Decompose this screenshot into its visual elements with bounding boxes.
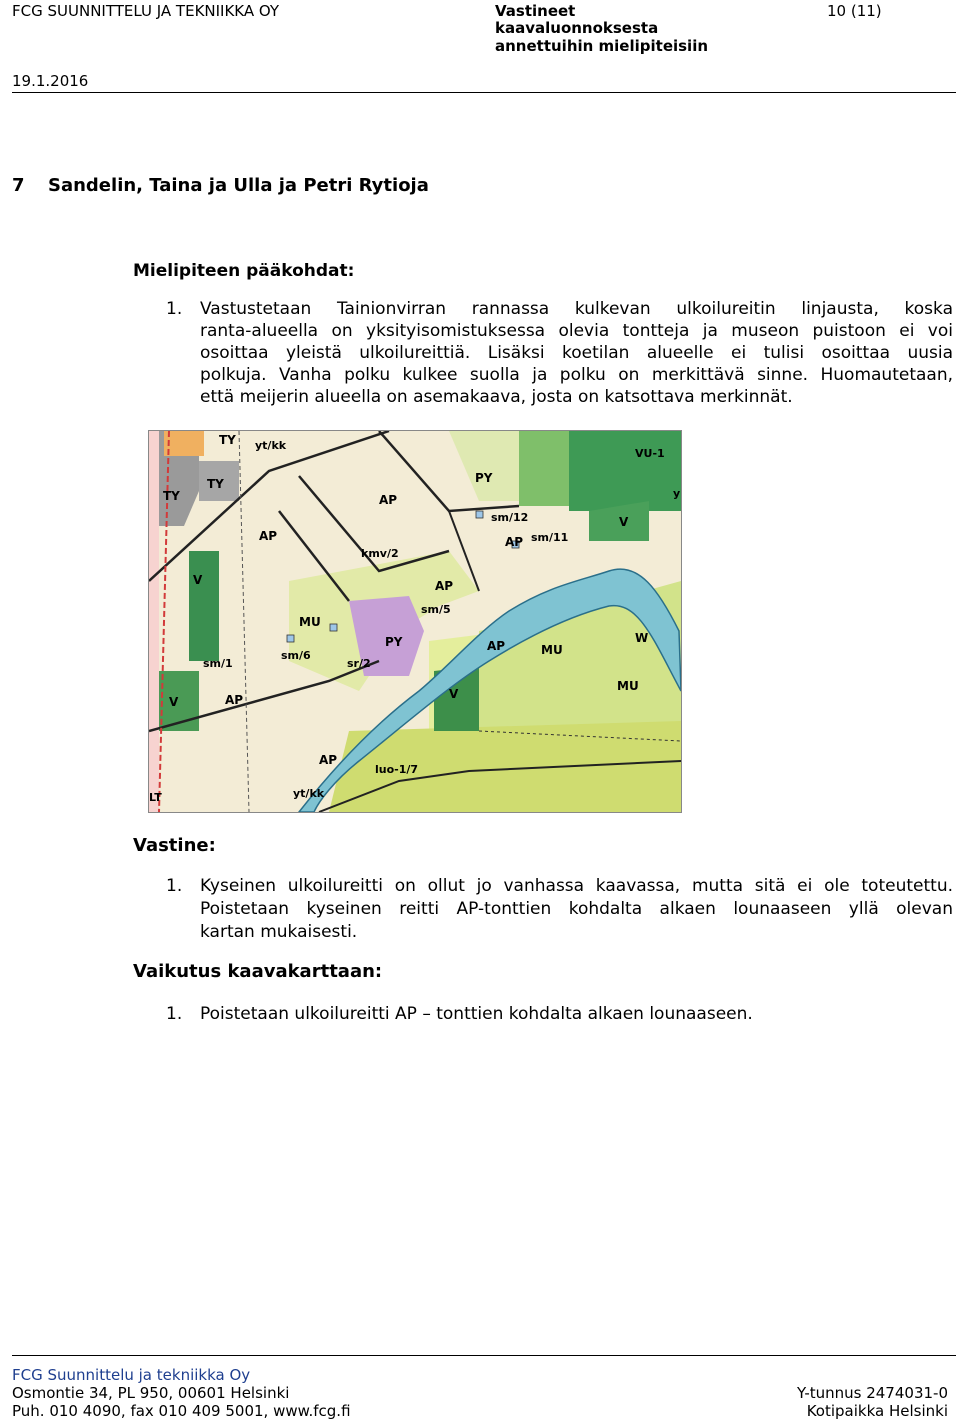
impact-text: Poistetaan ulkoilureitti AP – tonttien kohdalta alkaen lounaaseen. (200, 1004, 753, 1024)
map-label: W (635, 631, 649, 645)
main-points-heading: Mielipiteen pääkohdat: (133, 261, 355, 281)
zoning-map-drawing (149, 431, 681, 812)
response-heading: Vastine: (133, 835, 216, 856)
response-line: Poistetaan kyseinen reitti AP-tonttien kohdalta alkaen lounaaseen yllä olevan (200, 899, 953, 919)
map-label: yt/kk (255, 439, 287, 452)
map-label: V (619, 515, 629, 529)
zoning-map (148, 430, 682, 813)
map-label: MU (541, 643, 563, 657)
response-item-number: 1. (166, 876, 183, 896)
section-title: Sandelin, Taina ja Ulla ja Petri Rytioja (48, 175, 429, 196)
page-number: 10 (11) (827, 2, 882, 20)
map-label: V (193, 573, 203, 587)
main-points-line: polkuja. Vanha polku kulkee suolla ja polku on merkittävä sinne. Huomautetaan, (200, 365, 953, 385)
header-rule (12, 92, 956, 93)
main-points-line: osoittaa yleistä ulkoilureittiä. Lisäksi koetilan alueelle ei tulisi osoittaa uusia (200, 343, 953, 363)
map-label: sm/11 (531, 531, 569, 544)
footer-address: Osmontie 34, PL 950, 00601 Helsinki (12, 1384, 290, 1402)
doc-title-line3: annettuihin mielipiteisiin (495, 37, 709, 55)
map-label: PY (475, 471, 493, 485)
map-label: LT (149, 791, 162, 804)
map-label: y (673, 487, 681, 500)
map-label: AP (435, 579, 454, 593)
impact-item-number: 1. (166, 1004, 183, 1024)
map-label: AP (319, 753, 338, 767)
main-points-line: ranta-alueella on yksityisomistuksessa olevia tontteja ja museon puistoon ei voi (200, 321, 953, 341)
map-label: TY (219, 433, 236, 447)
map-label: V (169, 695, 179, 709)
map-label: PY (385, 635, 403, 649)
document-date: 19.1.2016 (12, 72, 89, 90)
footer-rule (12, 1355, 956, 1356)
map-label: AP (487, 639, 506, 653)
map-label: luo-1/7 (375, 763, 419, 776)
section-number: 7 (12, 175, 25, 196)
map-label: VU-1 (635, 447, 665, 460)
map-label: sr/2 (347, 657, 371, 670)
map-label: sm/12 (491, 511, 529, 524)
map-label: AP (379, 493, 398, 507)
footer-domicile: Kotipaikka Helsinki (806, 1402, 948, 1420)
map-label: MU (299, 615, 321, 629)
footer-business-id: Y-tunnus 2474031-0 (796, 1384, 948, 1402)
map-label: V (449, 687, 459, 701)
map-label: AP (259, 529, 278, 543)
response-line: Kyseinen ulkoilureitti on ollut jo vanhassa kaavassa, mutta sitä ei ole toteutettu. (200, 876, 953, 896)
main-points-line: Vastustetaan Tainionvirran rannassa kulkevan ulkoilureitin linjausta, koska (200, 299, 953, 319)
footer-company: FCG Suunnittelu ja tekniikka Oy (12, 1366, 251, 1384)
map-label: AP (505, 535, 524, 549)
map-label: sm/6 (281, 649, 311, 662)
footer-contact: Puh. 010 4090, fax 010 409 5001, www.fcg.fi (12, 1402, 351, 1420)
map-label: TY (207, 477, 224, 491)
map-label: sm/5 (421, 603, 451, 616)
impact-heading: Vaikutus kaavakarttaan: (133, 961, 383, 982)
main-points-item-number: 1. (166, 299, 183, 319)
map-label: AP (225, 693, 244, 707)
response-line: kartan mukaisesti. (200, 922, 358, 942)
company-name: FCG SUUNNITTELU JA TEKNIIKKA OY (12, 2, 280, 20)
map-label: MU (617, 679, 639, 693)
doc-title-line2: kaavaluonnoksesta (495, 19, 659, 37)
main-points-line: että meijerin alueella on asemakaava, josta on katsottava merkinnät. (200, 387, 793, 407)
map-label: kmv/2 (361, 547, 399, 560)
doc-title-line1: Vastineet (495, 2, 576, 20)
map-label: TY (163, 489, 180, 503)
map-label: yt/kk (293, 787, 325, 800)
map-label: sm/1 (203, 657, 233, 670)
